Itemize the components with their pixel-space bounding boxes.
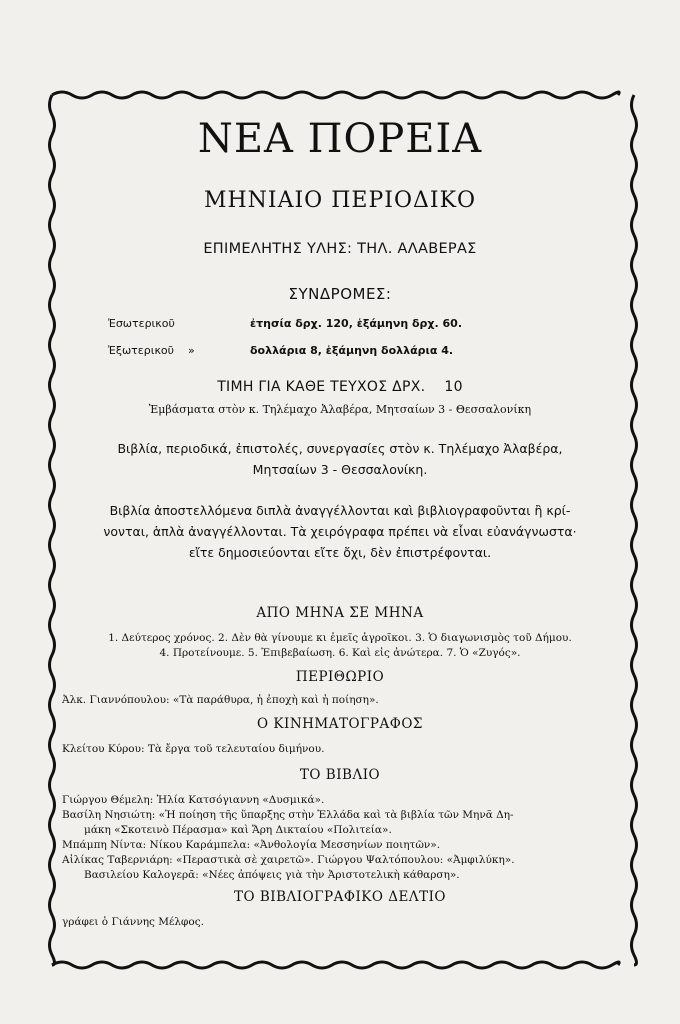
- books-note-line-2: νονται, ἁπλὰ ἀναγγέλλονται. Τὰ χειρόγραφα πρέπει νὰ εἶναι εὐανάγνωστα·: [103, 524, 577, 539]
- border-bottom: [52, 962, 619, 968]
- correspondence-line-1: Βιβλία, περιοδικά, ἐπιστολές, συνεργασίες στὸν κ. Τηλέμαχο Ἀλαβέρα,: [117, 441, 563, 456]
- correspondence-note: [62, 438, 618, 480]
- subscription-domestic: [62, 317, 618, 330]
- section-heading-bulletin: ΤΟ ΒΙΒΛΙΟΓΡΑΦΙΚΟ ΔΕΛΤΙΟ: [234, 889, 446, 905]
- foreign-value: δολλάρια 8, ἑξάμηνη δολλάρια 4.: [250, 344, 454, 357]
- editor-line: ΕΠΙΜΕΛΗΤΗΣ ΥΛΗΣ: ΤΗΛ. ΑΛΑΒΕΡΑΣ: [203, 241, 477, 257]
- section-heading-month: ΑΠΟ ΜΗΝΑ ΣΕ ΜΗΝΑ: [256, 605, 424, 621]
- month-contents: [62, 631, 618, 661]
- books-note: [62, 500, 618, 563]
- book-line-3: μάκη «Σκοτεινὸ Πέρασμα» καὶ Ἄρη Δικταίου «Πολιτεία».: [84, 824, 392, 836]
- book-line-1: Γιώργου Θέμελη: Ἠλία Κατσόγιαννη «Δυσμικά».: [62, 794, 325, 806]
- subscription-foreign: [62, 344, 618, 357]
- subscriptions-heading: ΣΥΝΔΡΟΜΕΣ:: [288, 285, 392, 303]
- margin-line-1: Ἀλκ. Γιαννόπουλου: «Τὰ παράθυρα, ἡ ἐποχὴ καὶ ἡ ποίηση».: [62, 694, 379, 706]
- border-top: [52, 92, 619, 98]
- domestic-value: ἐτησία δρχ. 120, ἑξάμηνη δρχ. 60.: [250, 317, 462, 330]
- book-contents: [62, 793, 618, 883]
- price-text: ΤΙΜΗ ΓΙΑ ΚΑΘΕ ΤΕΥΧΟΣ ΔΡΧ.: [217, 379, 426, 395]
- magazine-title: ΝΕΑ ΠΟΡΕΙΑ: [197, 116, 483, 162]
- book-line-2: Βασίλη Νησιώτη: «Ἡ ποίηση τῆς ὕπαρξης στὴν Ἑλλάδα καὶ τὰ βιβλία τῶν Μηνᾶ Δη-: [62, 809, 514, 821]
- bulletin-contents: [62, 915, 618, 930]
- book-line-4: Μπάμπη Νίντα: Νίκου Καράμπελα: «Ἀνθολογία Μεσσηνίων ποιητῶν».: [62, 839, 441, 851]
- issue-price: [62, 379, 618, 395]
- page-content: [62, 110, 618, 930]
- month-line-1: 1. Δεύτερος χρόνος. 2. Δὲν θὰ γίνουμε κι ἐμεῖς ἀγροῖκοι. 3. Ὁ διαγωνισμὸς τοῦ Δήμου.: [108, 632, 572, 644]
- month-line-2: 4. Προτείνουμε. 5. Ἐπιβεβαίωση. 6. Καὶ εἰς ἀνώτερα. 7. Ὁ «Ζυγός».: [159, 647, 521, 659]
- margin-contents: [62, 693, 618, 708]
- books-note-line-3: εἴτε δημοσιεύονται εἴτε ὄχι, δὲν ἐπιστρέφονται.: [188, 545, 492, 560]
- border-right: [632, 95, 637, 965]
- cinema-line-1: Κλείτου Κύρου: Τὰ ἔργα τοῦ τελευταίου διμήνου.: [62, 743, 325, 755]
- books-note-line-1: Βιβλία ἀποστελλόμενα διπλὰ ἀναγγέλλονται καὶ βιβλιογραφοῦνται ἢ κρί-: [109, 503, 571, 518]
- bulletin-line-1: γράφει ὁ Γιάννης Μέλφος.: [62, 916, 204, 928]
- payments-note: Ἐμβάσματα στὸν κ. Τηλέμαχο Ἀλαβέρα, Μητσαίων 3 - Θεσσαλονίκη: [148, 403, 532, 416]
- foreign-label: [62, 344, 250, 357]
- foreign-label-text: Ἐξωτερικοῦ: [108, 344, 175, 357]
- section-heading-book: ΤΟ ΒΙΒΛΙΟ: [299, 767, 381, 783]
- cinema-contents: [62, 742, 618, 757]
- book-line-6: Βασιλείου Καλογερᾶ: «Νέες ἀπόψεις γιὰ τὴν Ἀριστοτελικὴ κάθαρση».: [84, 869, 460, 881]
- section-heading-margin: ΠΕΡΙΘΩΡΙΟ: [295, 669, 385, 685]
- book-line-5: Αἰλίκας Ταβερνιάρη: «Περαστικὰ σὲ χαιρετῶ». Γιώργου Ψαλτόπουλου: «Ἀμφιλύκη».: [62, 854, 515, 866]
- domestic-label: Ἐσωτερικοῦ: [108, 317, 175, 330]
- price-value: 10: [444, 379, 463, 395]
- border-left: [50, 95, 55, 965]
- section-heading-cinema: Ο ΚΙΝΗΜΑΤΟΓΡΑΦΟΣ: [257, 716, 423, 732]
- foreign-ditto-mark: »: [188, 344, 195, 357]
- correspondence-line-2: Μητσαίων 3 - Θεσσαλονίκη.: [252, 462, 428, 477]
- magazine-subtitle: ΜΗΝΙΑΙΟ ΠΕΡΙΟΔΙΚΟ: [203, 188, 477, 213]
